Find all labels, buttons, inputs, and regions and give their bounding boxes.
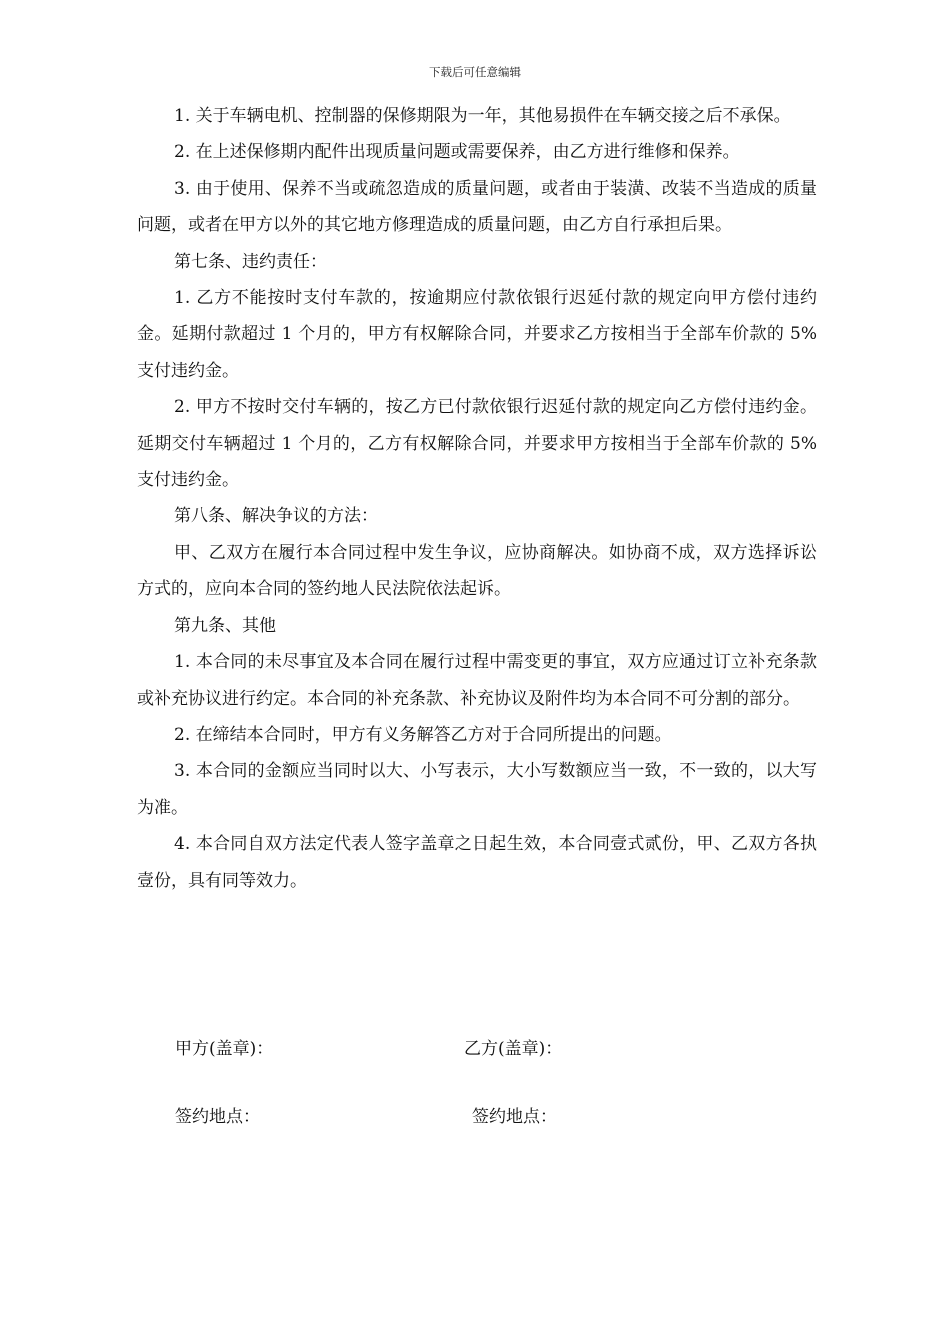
paragraph-dispute: 甲、乙双方在履行本合同过程中发生争议，应协商解决。如协商不成，双方选择诉讼方式的，应向本合同的签约地人民法院依法起诉。 (137, 542, 817, 600)
paragraph-warranty-1: 1. 关于车辆电机、控制器的保修期限为一年，其他易损件在车辆交接之后不承保。 (174, 106, 791, 126)
paragraph-other-1: 1. 本合同的未尽事宜及本合同在履行过程中需变更的事宜，双方应通过订立补充条款或补充协议进行约定。本合同的补充条款、补充协议及附件均为本合同不可分割的部分。 (137, 652, 817, 709)
paragraph-liability-2: 2. 甲方不按时交付车辆的，按乙方已付款依银行迟延付款的规定向乙方偿付违约金。延期交付车辆超过 1 个月的，乙方有权解除合同，并要求甲方按相当于全部车价款的 5%支付违约金。 (137, 397, 817, 491)
contract-body (137, 98, 817, 899)
paragraph-other-2: 2. 在缔结本合同时，甲方有义务解答乙方对于合同所提出的问题。 (174, 724, 672, 745)
party-b-seal-label: 乙方(盖章)： (464, 1039, 563, 1059)
paragraph-other-3: 3. 本合同的金额应当同时以大、小写表示，大小写数额应当一致，不一致的，以大写为准。 (137, 761, 817, 818)
paragraph-warranty-2: 2. 在上述保修期内配件出现质量问题或需要保养，由乙方进行维修和保养。 (174, 142, 740, 163)
party-a-seal-label: 甲方(盖章)： (175, 1039, 274, 1059)
section-heading-8: 第八条、解决争议的方法： (174, 506, 378, 527)
paragraph-other-4: 4. 本合同自双方法定代表人签字盖章之日起生效，本合同壹式贰份，甲、乙双方各执壹份，具有同等效力。 (137, 834, 817, 891)
section-heading-7: 第七条、违约责任： (174, 251, 327, 272)
party-b-place-label: 签约地点： (472, 1107, 557, 1127)
paragraph-liability-1: 1. 乙方不能按时支付车款的，按逾期应付款依银行迟延付款的规定向甲方偿付违约金。延期付款超过 1 个月的，甲方有权解除合同，并要求乙方按相当于全部车价款的 5%支付违约金。 (137, 288, 817, 381)
paragraph-warranty-3: 3. 由于使用、保养不当或疏忽造成的质量问题，或者由于装潢、改装不当造成的质量问题，或者在甲方以外的其它地方修理造成的质量问题，由乙方自行承担后果。 (137, 178, 817, 236)
section-heading-9: 第九条、其他 (174, 615, 276, 636)
header-note: 下载后可任意编辑 (429, 65, 521, 79)
party-a-place-label: 签约地点： (175, 1107, 260, 1127)
